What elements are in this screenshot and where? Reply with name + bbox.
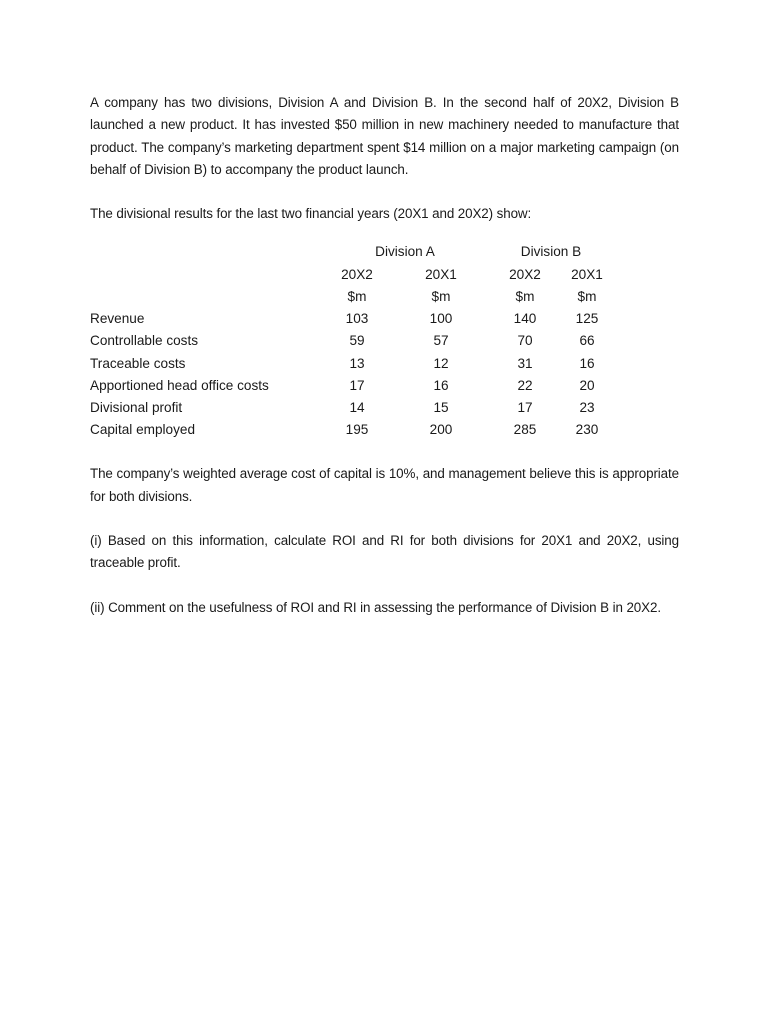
row-label: Traceable costs (90, 355, 186, 371)
table-cell: 13 (349, 355, 365, 371)
table-cell: 59 (349, 333, 365, 349)
division-b-header: Division B (520, 244, 582, 260)
unit-header: $m (577, 288, 597, 304)
table-row (90, 330, 613, 352)
year-header: 20X2 (341, 266, 373, 282)
table-row (90, 419, 613, 441)
table-cell: 57 (433, 333, 449, 349)
row-label: Divisional profit (90, 399, 183, 415)
table-lead-paragraph: The divisional results for the last two financial years (20X1 and 20X2) show: (90, 206, 532, 222)
table-row (90, 375, 613, 397)
table-cell: 20 (579, 377, 595, 393)
table-cell: 16 (579, 355, 595, 371)
table-row (90, 308, 613, 330)
unit-header-row (90, 286, 613, 308)
table-cell: 125 (575, 311, 599, 327)
table-row (90, 353, 613, 375)
table-cell: 16 (433, 377, 449, 393)
row-label: Revenue (90, 311, 145, 327)
table-cell: 285 (513, 422, 537, 438)
question-1: (i) Based on this information, calculate ROI and RI for both divisions for 20X1 and 20X2, using traceable profit. (90, 532, 679, 571)
question-2: (ii) Comment on the usefulness of ROI and RI in assessing the performance of Division B in 20X2. (90, 599, 661, 615)
unit-header: $m (347, 288, 367, 304)
unit-header: $m (515, 288, 535, 304)
document-page (90, 92, 679, 619)
division-a-header: Division A (375, 244, 435, 260)
table-cell: 66 (579, 333, 595, 349)
table-cell: 12 (433, 355, 449, 371)
table-cell: 103 (345, 311, 369, 327)
year-header-row (90, 264, 613, 286)
year-header: 20X2 (509, 266, 541, 282)
table-cell: 23 (579, 399, 595, 415)
division-header-row (90, 241, 613, 263)
wacc-paragraph: The company’s weighted average cost of capital is 10%, and management believe this is appropriate for both divisions. (90, 466, 679, 504)
row-label: Capital employed (90, 422, 196, 438)
table-cell: 14 (349, 399, 365, 415)
row-label: Apportioned head office costs (90, 377, 269, 393)
intro-paragraph: A company has two divisions, Division A and Division B. In the second half of 20X2, Division B launched a new product. It has invested $50 million in new machinery needed to manufacture that product. The company’s marketing department spent $14 million on a major marketing campaign (on behalf of Division B) to accompany the product launch. (90, 95, 679, 177)
table-cell: 17 (517, 399, 533, 415)
unit-header: $m (431, 288, 451, 304)
year-header: 20X1 (571, 266, 603, 282)
table-cell: 100 (429, 311, 453, 327)
table-cell: 17 (349, 377, 365, 393)
divisional-results-table (90, 241, 613, 441)
table-cell: 70 (517, 333, 533, 349)
table-cell: 22 (517, 377, 533, 393)
table-cell: 200 (429, 422, 453, 438)
year-header: 20X1 (425, 266, 457, 282)
table-cell: 31 (517, 355, 533, 371)
table-cell: 140 (513, 311, 537, 327)
table-cell: 230 (575, 422, 599, 438)
row-label: Controllable costs (90, 333, 199, 349)
table-cell: 15 (433, 399, 449, 415)
table-cell: 195 (345, 422, 369, 438)
table-row (90, 397, 613, 419)
